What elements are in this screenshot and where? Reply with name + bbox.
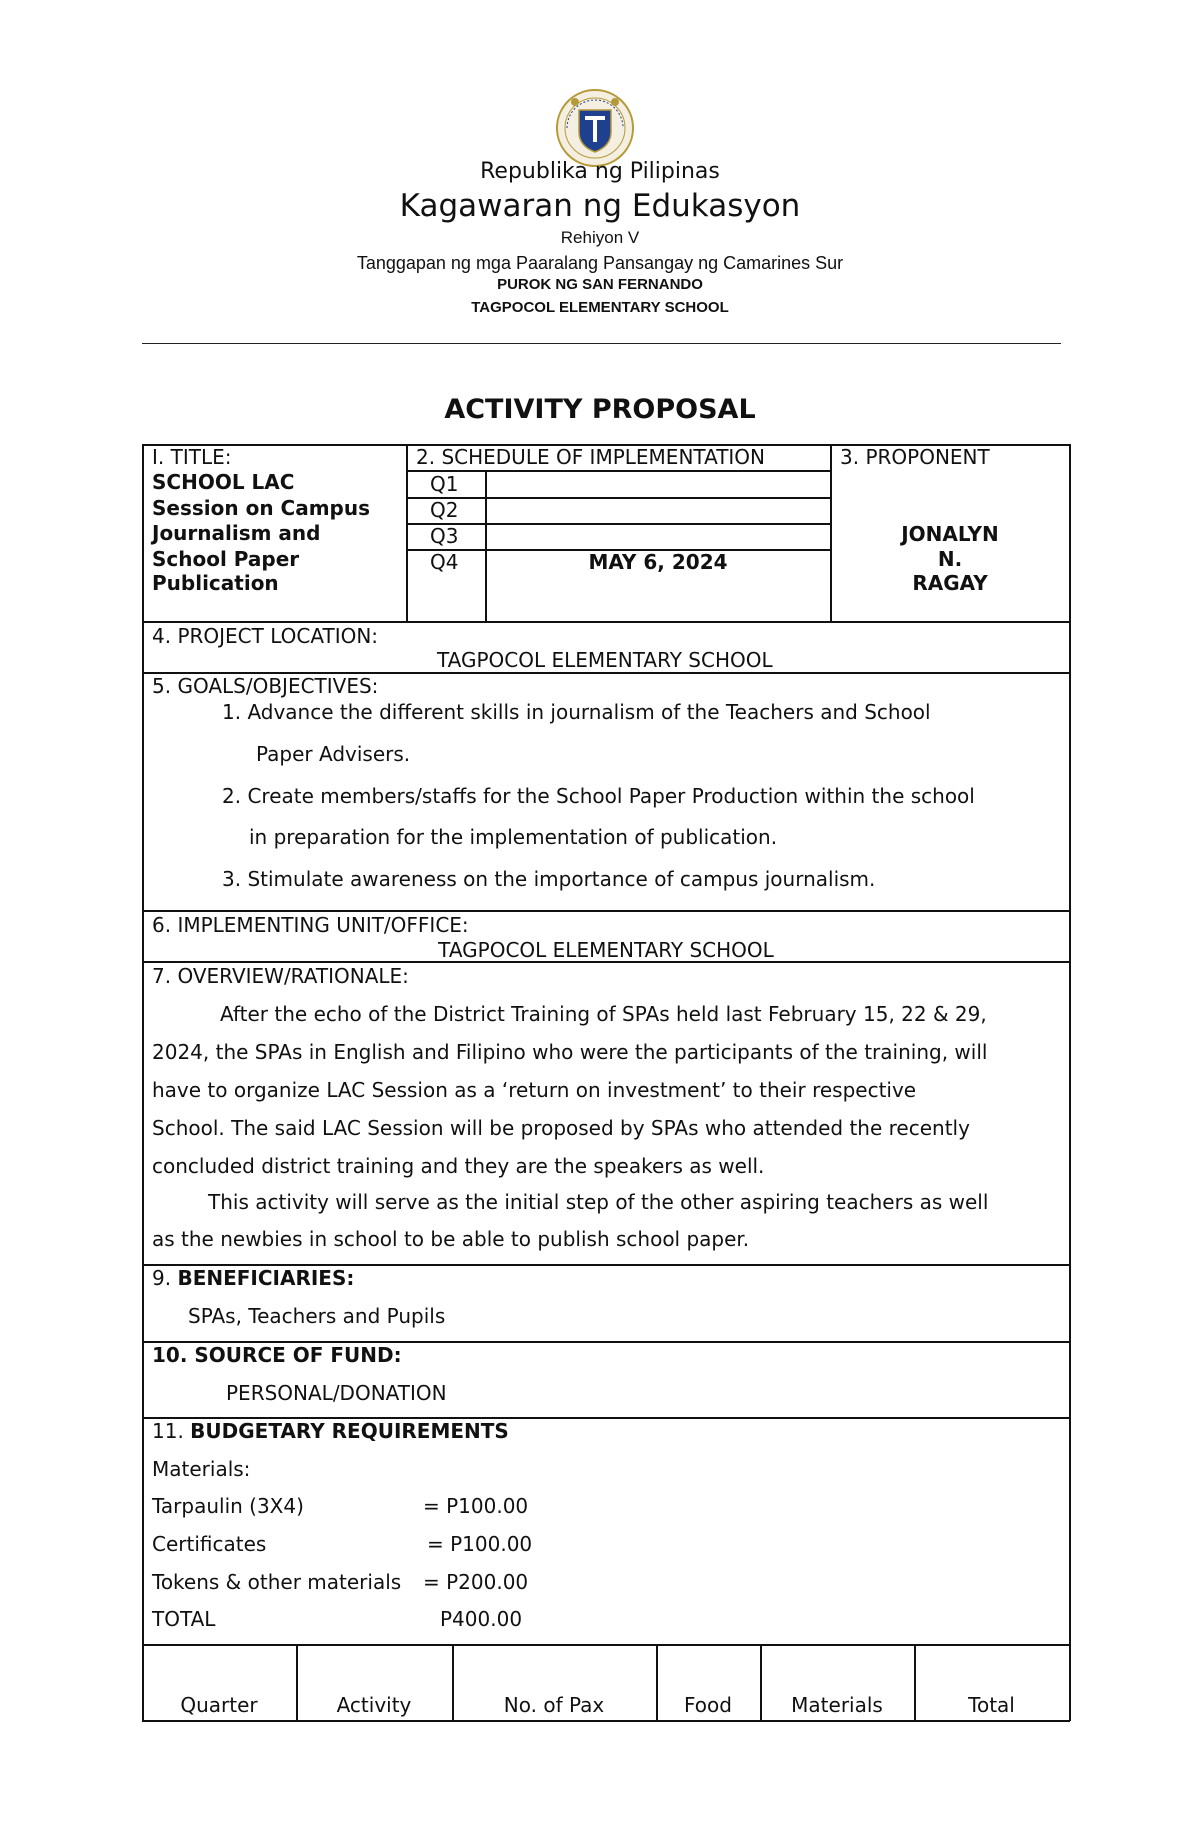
table-border — [142, 444, 144, 1721]
budget-item-amount: = P100.00 — [423, 1494, 529, 1518]
schedule-date: MAY 6, 2024 — [588, 550, 728, 574]
division-heading: Tanggapan ng mga Paaralang Pansangay ng Camarines Sur — [356, 253, 844, 273]
schedule-divider — [406, 470, 830, 472]
rationale-label: 7. OVERVIEW/RATIONALE: — [152, 964, 409, 988]
table-border — [142, 621, 1070, 623]
budget-item-name: Tarpaulin (3X4) — [152, 1494, 304, 1518]
rationale-line: 2024, the SPAs in English and Filipino who were the participants of the training, will — [152, 1040, 988, 1064]
schedule-divider — [406, 523, 830, 525]
table-border — [485, 470, 487, 622]
table-border — [142, 1644, 1070, 1646]
goals-label: 5. GOALS/OBJECTIVES: — [152, 674, 379, 698]
header-divider — [142, 343, 1061, 344]
budget-label: BUDGETARY REQUIREMENTS — [190, 1419, 509, 1443]
budget-number: 11. — [152, 1419, 191, 1443]
quarter-label: Q1 — [430, 472, 459, 496]
title-line: Publication — [152, 571, 279, 595]
budget-col-header: Activity — [336, 1693, 412, 1717]
title-line: Journalism and — [152, 521, 321, 545]
budget-item-name: Certificates — [152, 1532, 267, 1556]
rationale-line: as the newbies in school to be able to publish school paper. — [152, 1227, 750, 1251]
title-line: School Paper — [152, 547, 300, 571]
proponent-name: JONALYN — [901, 522, 999, 546]
proponent-label: 3. PROPONENT — [840, 445, 990, 469]
implementing-unit-label: 6. IMPLEMENTING UNIT/OFFICE: — [152, 913, 469, 937]
goal-item: 2. Create members/staffs for the School Paper Production within the school — [222, 784, 975, 808]
quarter-label: Q3 — [430, 524, 459, 548]
budget-heading — [152, 1419, 509, 1443]
table-border — [142, 1720, 1070, 1722]
budget-total-label: TOTAL — [152, 1607, 216, 1631]
location-label: 4. PROJECT LOCATION: — [152, 624, 379, 648]
fund-source-value: PERSONAL/DONATION — [226, 1381, 447, 1405]
budget-item-amount: = P100.00 — [427, 1532, 533, 1556]
schedule-divider — [406, 497, 830, 499]
rationale-line: This activity will serve as the initial step of the other aspiring teachers as well — [208, 1190, 989, 1214]
budget-col-header: Quarter — [180, 1693, 258, 1717]
goal-item: in preparation for the implementation of publication. — [249, 825, 778, 849]
table-border — [406, 444, 408, 622]
deped-seal-logo — [555, 88, 635, 168]
goal-item: 3. Stimulate awareness on the importance of campus journalism. — [222, 867, 876, 891]
department-heading: Kagawaran ng Edukasyon — [399, 188, 801, 224]
republic-heading: Republika ng Pilipinas — [480, 159, 720, 184]
proponent-name: RAGAY — [912, 571, 988, 595]
implementing-unit-value: TAGPOCOL ELEMENTARY SCHOOL — [438, 938, 774, 962]
budget-col-header: No. of Pax — [503, 1693, 605, 1717]
table-border — [1069, 444, 1071, 1721]
budget-item-name: Tokens & other materials — [152, 1570, 402, 1594]
region-heading: Rehiyon V — [560, 228, 640, 247]
title-line: SCHOOL LAC — [152, 470, 295, 494]
quarter-label: Q4 — [430, 550, 459, 574]
rationale-line: After the echo of the District Training of SPAs held last February 15, 22 & 29, — [220, 1002, 987, 1026]
budget-item-amount: = P200.00 — [423, 1570, 529, 1594]
table-border — [142, 910, 1070, 912]
beneficiaries-value: SPAs, Teachers and Pupils — [188, 1304, 446, 1328]
budget-total-value: P400.00 — [440, 1607, 523, 1631]
beneficiaries-number: 9. — [152, 1266, 178, 1290]
school-heading: TAGPOCOL ELEMENTARY SCHOOL — [471, 299, 729, 316]
document-title: ACTIVITY PROPOSAL — [444, 394, 756, 425]
fund-source-label: 10. SOURCE OF FUND: — [152, 1343, 402, 1367]
quarter-label: Q2 — [430, 498, 459, 522]
beneficiaries-label: BENEFICIARIES: — [177, 1266, 355, 1290]
beneficiaries-heading — [152, 1266, 354, 1290]
goal-item: 1. Advance the different skills in journalism of the Teachers and School — [222, 700, 931, 724]
location-value: TAGPOCOL ELEMENTARY SCHOOL — [437, 648, 773, 672]
title-label: I. TITLE: — [152, 445, 232, 469]
district-heading: PUROK NG SAN FERNANDO — [497, 276, 703, 293]
budget-col-header: Food — [684, 1693, 732, 1717]
proponent-name: N. — [937, 547, 963, 571]
budget-col-header: Total — [968, 1693, 1015, 1717]
materials-label: Materials: — [152, 1457, 251, 1481]
rationale-line: have to organize LAC Session as a ‘return on investment’ to their respective — [152, 1078, 917, 1102]
rationale-line: School. The said LAC Session will be proposed by SPAs who attended the recently — [152, 1116, 970, 1140]
schedule-label: 2. SCHEDULE OF IMPLEMENTATION — [416, 445, 766, 469]
goal-item: Paper Advisers. — [256, 742, 411, 766]
title-line: Session on Campus — [152, 496, 370, 520]
rationale-line: concluded district training and they are the speakers as well. — [152, 1154, 765, 1178]
budget-col-header: Materials — [791, 1693, 883, 1717]
